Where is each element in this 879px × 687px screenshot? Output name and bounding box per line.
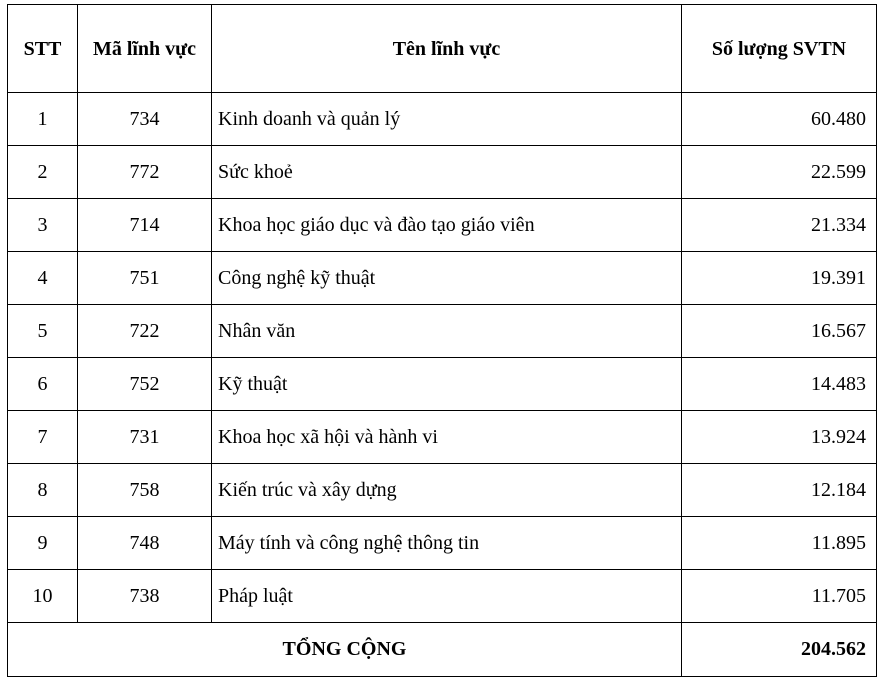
table-row <box>8 464 877 517</box>
row-field-name: Nhân văn <box>212 305 682 358</box>
row-graduate-count: 11.705 <box>682 570 877 623</box>
row-field-name: Công nghệ kỹ thuật <box>212 252 682 305</box>
row-field-name: Kỹ thuật <box>212 358 682 411</box>
table-row <box>8 570 877 623</box>
row-field-name: Sức khoẻ <box>212 146 682 199</box>
header-row <box>8 5 877 93</box>
row-stt: 5 <box>8 305 78 358</box>
row-stt: 2 <box>8 146 78 199</box>
row-graduate-count: 12.184 <box>682 464 877 517</box>
header-field-name: Tên lĩnh vực <box>212 5 682 93</box>
header-field-code: Mã lĩnh vực <box>78 5 212 93</box>
table-row <box>8 93 877 146</box>
row-graduate-count: 14.483 <box>682 358 877 411</box>
row-graduate-count: 22.599 <box>682 146 877 199</box>
row-stt: 4 <box>8 252 78 305</box>
row-stt: 1 <box>8 93 78 146</box>
row-field-name: Khoa học xã hội và hành vi <box>212 411 682 464</box>
table-row <box>8 199 877 252</box>
row-field-code: 714 <box>78 199 212 252</box>
row-stt: 8 <box>8 464 78 517</box>
row-field-code: 758 <box>78 464 212 517</box>
row-field-name: Máy tính và công nghệ thông tin <box>212 517 682 570</box>
row-graduate-count: 13.924 <box>682 411 877 464</box>
row-field-code: 748 <box>78 517 212 570</box>
row-field-code: 752 <box>78 358 212 411</box>
row-graduate-count: 11.895 <box>682 517 877 570</box>
row-stt: 10 <box>8 570 78 623</box>
row-field-name: Kinh doanh và quản lý <box>212 93 682 146</box>
table-row <box>8 411 877 464</box>
row-field-code: 734 <box>78 93 212 146</box>
total-row <box>8 623 877 677</box>
row-field-code: 722 <box>78 305 212 358</box>
row-graduate-count: 21.334 <box>682 199 877 252</box>
row-field-code: 731 <box>78 411 212 464</box>
row-graduate-count: 16.567 <box>682 305 877 358</box>
table-row <box>8 252 877 305</box>
row-field-code: 772 <box>78 146 212 199</box>
table-row <box>8 305 877 358</box>
row-stt: 3 <box>8 199 78 252</box>
row-stt: 6 <box>8 358 78 411</box>
table-row <box>8 146 877 199</box>
header-stt: STT <box>8 5 78 93</box>
row-graduate-count: 60.480 <box>682 93 877 146</box>
total-label: TỔNG CỘNG <box>8 623 682 677</box>
row-stt: 7 <box>8 411 78 464</box>
field-graduates-table <box>7 4 877 677</box>
row-graduate-count: 19.391 <box>682 252 877 305</box>
row-field-name: Khoa học giáo dục và đào tạo giáo viên <box>212 199 682 252</box>
row-stt: 9 <box>8 517 78 570</box>
table-row <box>8 358 877 411</box>
table-row <box>8 517 877 570</box>
row-field-name: Kiến trúc và xây dựng <box>212 464 682 517</box>
row-field-code: 738 <box>78 570 212 623</box>
row-field-name: Pháp luật <box>212 570 682 623</box>
header-graduate-count: Số lượng SVTN <box>682 5 877 93</box>
total-value: 204.562 <box>682 623 877 677</box>
row-field-code: 751 <box>78 252 212 305</box>
